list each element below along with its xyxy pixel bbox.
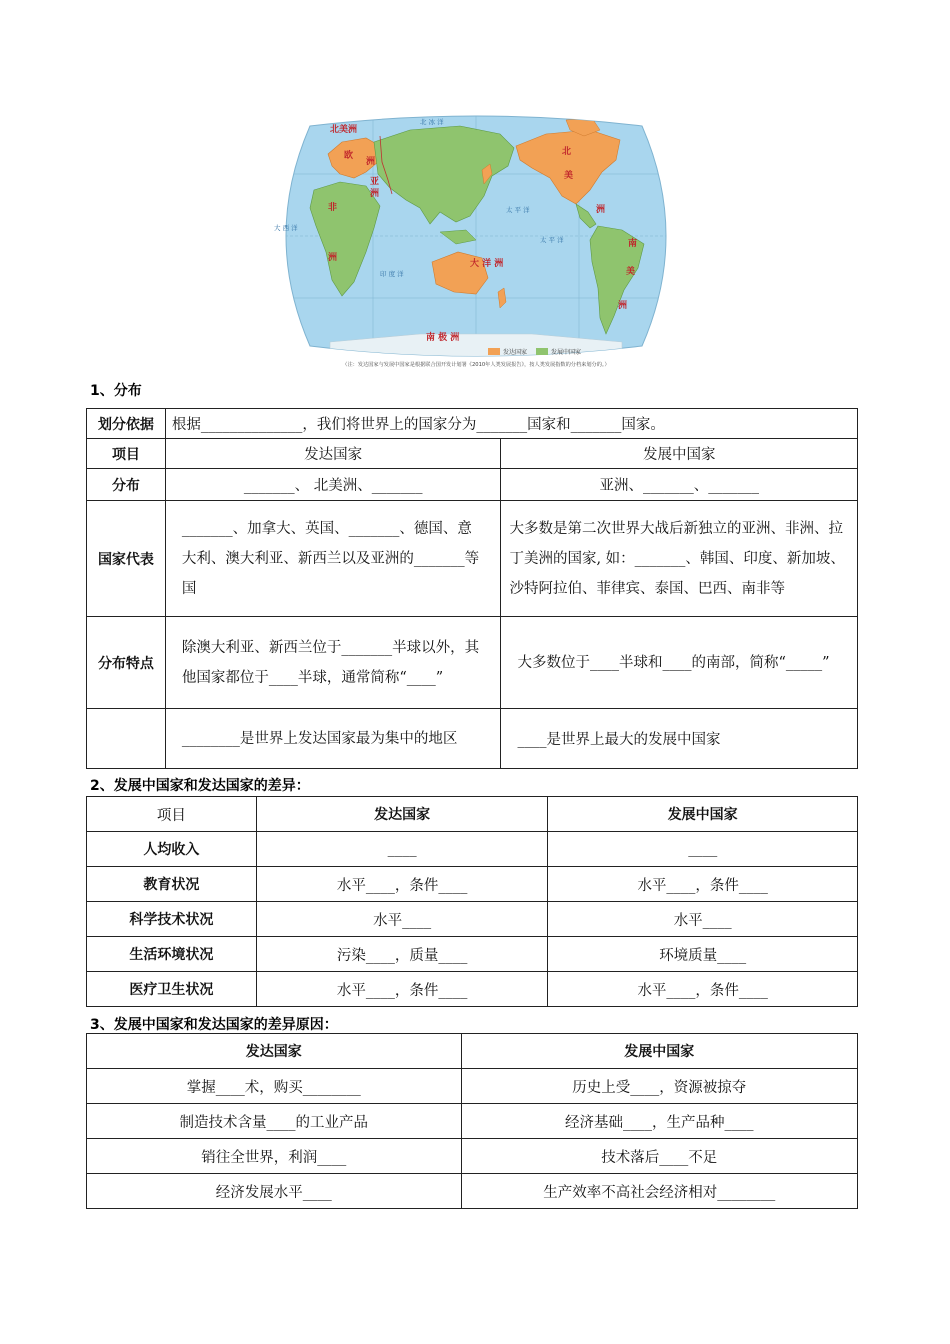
cause-developed: 制造技术含量____的工业产品 <box>87 1104 462 1139</box>
difference-table <box>86 796 858 1007</box>
cause-developing: 经济基础____，生产品种____ <box>461 1104 857 1139</box>
label-oceania: 大 洋 洲 <box>470 259 504 269</box>
distribution-table <box>86 408 858 769</box>
label-south-america-2: 美 <box>626 267 636 277</box>
difference-developing: 水平____ <box>548 902 858 937</box>
difference-label: 人均收入 <box>87 832 257 867</box>
extra-label <box>87 709 166 769</box>
extra-developed: ________是世界上发达国家最为集中的地区 <box>165 709 501 769</box>
difference-developed: 水平____，条件____ <box>256 972 548 1007</box>
difference-developed: ____ <box>256 832 548 867</box>
label-atlantic: 大 西 洋 <box>274 224 298 232</box>
cause-row <box>87 1104 858 1139</box>
cause-header-row <box>87 1034 858 1069</box>
cause-header-developed: 发达国家 <box>87 1034 462 1069</box>
difference-developing: ____ <box>548 832 858 867</box>
features-row <box>87 617 858 709</box>
world-map <box>270 112 682 374</box>
cause-developed: 销往全世界，利润____ <box>87 1139 462 1174</box>
cause-developed: 经济发展水平____ <box>87 1174 462 1209</box>
map-note: （注：发达国家与发展中国家是根据联合国开发计划署《2010年人类发展报告》，按人类发展指数的分档来划分的。） <box>342 362 610 368</box>
difference-label: 科学技术状况 <box>87 902 257 937</box>
difference-developed: 污染____，质量____ <box>256 937 548 972</box>
label-europe-1: 欧 <box>344 151 354 161</box>
label-pacific-1: 太 平 洋 <box>506 206 530 214</box>
section2-title: 2、发展中国家和发达国家的差异： <box>90 778 310 794</box>
legend-developed-swatch <box>488 348 500 355</box>
distribution-row <box>87 469 858 501</box>
difference-header-developing: 发展中国家 <box>548 797 858 832</box>
difference-row <box>87 867 858 902</box>
cause-table <box>86 1033 858 1209</box>
difference-developed: 水平____ <box>256 902 548 937</box>
label-south-america-3: 洲 <box>618 301 628 311</box>
features-developed: 除澳大利亚、新西兰位于_______半球以外，其他国家都位于____半球，通常简称“____” <box>165 617 501 709</box>
basis-label: 划分依据 <box>87 409 166 439</box>
difference-label: 生活环境状况 <box>87 937 257 972</box>
distribution-label: 分布 <box>87 469 166 501</box>
cause-row <box>87 1069 858 1104</box>
difference-label: 医疗卫生状况 <box>87 972 257 1007</box>
label-north-america-2: 美 <box>564 171 574 181</box>
legend-developing-label: 发展中国家 <box>551 349 582 356</box>
extra-developing: ____是世界上最大的发展中国家 <box>501 709 858 769</box>
difference-header-developed: 发达国家 <box>256 797 548 832</box>
section3-title: 3、发展中国家和发达国家的差异原因： <box>90 1017 338 1033</box>
label-asia-1: 亚 <box>370 177 380 187</box>
cause-developed: 掌握____术，购买________ <box>87 1069 462 1104</box>
difference-header-item: 项目 <box>87 797 257 832</box>
difference-row <box>87 937 858 972</box>
label-north-america-3: 洲 <box>596 205 606 215</box>
representatives-developing: 大多数是第二次世界大战后新独立的亚洲、非洲、拉丁美洲的国家, 如：_______、韩国、印度、新加坡、沙特阿拉伯、菲律宾、泰国、巴西、南非等 <box>501 501 858 617</box>
legend-developing-swatch <box>536 348 548 355</box>
features-label: 分布特点 <box>87 617 166 709</box>
label-pacific-2: 太 平 洋 <box>540 236 564 244</box>
label-asia-2: 洲 <box>370 189 380 199</box>
cause-developing: 生产效率不高社会经济相对________ <box>461 1174 857 1209</box>
header-developed: 发达国家 <box>165 439 501 469</box>
header-item: 项目 <box>87 439 166 469</box>
distribution-developed: _______、 北美洲、_______ <box>165 469 501 501</box>
difference-row <box>87 902 858 937</box>
difference-developing: 环境质量____ <box>548 937 858 972</box>
label-antarctica: 南 极 洲 <box>426 333 460 343</box>
representatives-developed: _______、加拿大、英国、_______、德国、意大利、澳大利亚、新西兰以及亚洲的_______等国 <box>165 501 501 617</box>
label-africa-1: 非 <box>328 203 338 213</box>
label-indian: 印 度 洋 <box>380 270 404 278</box>
difference-developing: 水平____，条件____ <box>548 972 858 1007</box>
cause-developing: 历史上受____，资源被掠夺 <box>461 1069 857 1104</box>
cause-row <box>87 1139 858 1174</box>
representatives-label: 国家代表 <box>87 501 166 617</box>
basis-text: 根据______________，我们将世界上的国家分为_______国家和_______国家。 <box>165 409 857 439</box>
label-north-america-1: 北 <box>562 147 572 157</box>
difference-developed: 水平____，条件____ <box>256 867 548 902</box>
difference-developing: 水平____，条件____ <box>548 867 858 902</box>
label-south-america-1: 南 <box>628 239 638 249</box>
header-developing: 发展中国家 <box>501 439 858 469</box>
basis-row <box>87 409 858 439</box>
cause-developing: 技术落后____不足 <box>461 1139 857 1174</box>
label-arctic-ocean: 北 冰 洋 <box>420 118 444 126</box>
world-map-svg <box>270 112 682 374</box>
difference-row <box>87 972 858 1007</box>
section1-title: 1、分布 <box>90 383 142 399</box>
cause-row <box>87 1174 858 1209</box>
features-developing: 大多数位于____半球和____的南部，简称“_____” <box>501 617 858 709</box>
header-row <box>87 439 858 469</box>
difference-label: 教育状况 <box>87 867 257 902</box>
representatives-row <box>87 501 858 617</box>
label-africa-2: 洲 <box>328 253 338 263</box>
difference-row <box>87 832 858 867</box>
legend-developed-label: 发达国家 <box>503 349 528 356</box>
distribution-developing: 亚洲、_______、_______ <box>501 469 858 501</box>
extra-row <box>87 709 858 769</box>
difference-header-row <box>87 797 858 832</box>
label-europe-2: 洲 <box>366 157 376 167</box>
cause-header-developing: 发展中国家 <box>461 1034 857 1069</box>
label-north-america-top: 北美洲 <box>330 125 358 135</box>
